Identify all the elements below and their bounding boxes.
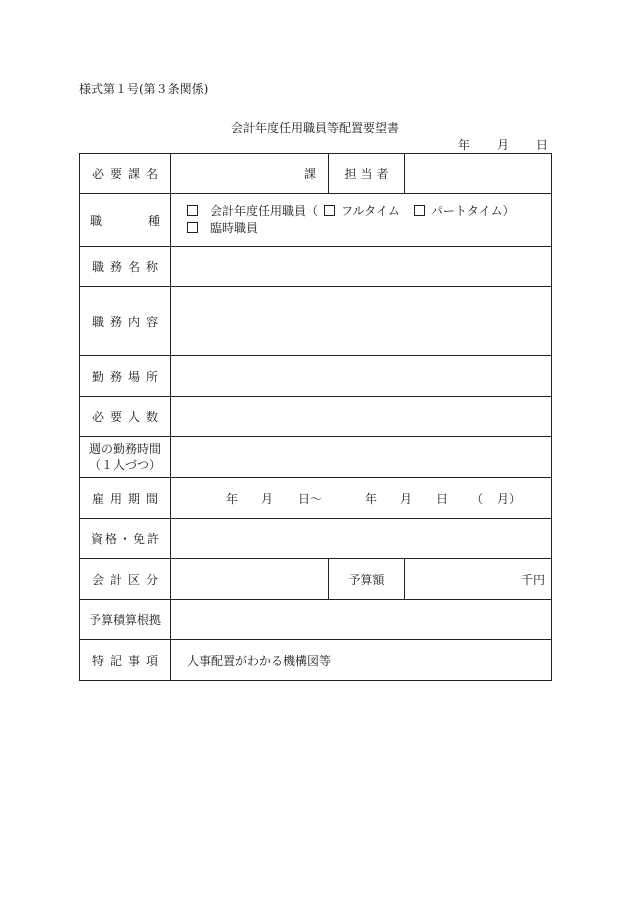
label-job-type: 職 種 bbox=[80, 194, 171, 247]
label-job-content: 職務内容 bbox=[80, 287, 171, 356]
label-account-category: 会計区分 bbox=[80, 559, 171, 600]
special-notes-text: 人事配置がわかる機構図等 bbox=[187, 653, 332, 668]
option-temporary-staff: 臨時職員 bbox=[210, 221, 259, 235]
label-job-name: 職務名称 bbox=[80, 247, 171, 287]
date-month: 月 bbox=[496, 138, 509, 152]
account-category-field[interactable] bbox=[171, 559, 329, 600]
row-job-type bbox=[80, 194, 552, 247]
label-headcount: 必要人数 bbox=[80, 397, 171, 437]
checkbox-temporary-staff[interactable] bbox=[187, 222, 198, 233]
row-qualification bbox=[80, 519, 552, 559]
weekly-hours-field[interactable] bbox=[171, 437, 552, 478]
work-location-field[interactable] bbox=[171, 356, 552, 397]
label-special-notes: 特記事項 bbox=[80, 640, 171, 681]
period-start-month: 月 bbox=[261, 491, 274, 506]
row-headcount bbox=[80, 397, 552, 437]
job-content-field[interactable] bbox=[171, 287, 552, 356]
period-end-year: 年 bbox=[365, 491, 378, 506]
department-suffix: 課 bbox=[303, 167, 316, 181]
label-person-in-charge: 担当者 bbox=[329, 154, 405, 194]
row-special-notes bbox=[80, 640, 552, 681]
document-title: 会計年度任用職員等配置要望書 bbox=[230, 121, 399, 135]
period-months-open: （ bbox=[471, 491, 484, 506]
label-employment-period: 雇用期間 bbox=[80, 478, 171, 519]
date-day: 日 bbox=[535, 138, 548, 152]
row-weekly-hours bbox=[80, 437, 552, 478]
job-type-field bbox=[171, 194, 552, 247]
period-end-day: 日 bbox=[436, 491, 449, 506]
row-employment-period bbox=[80, 478, 552, 519]
label-budget-amount: 予算額 bbox=[329, 559, 405, 600]
period-start-day: 日～ bbox=[298, 491, 323, 506]
person-in-charge-field[interactable] bbox=[405, 154, 552, 194]
row-department bbox=[80, 154, 552, 194]
period-end-month: 月 bbox=[400, 491, 413, 506]
employment-period-field[interactable] bbox=[171, 478, 552, 519]
option-full-time: フルタイム bbox=[341, 204, 400, 218]
row-work-location bbox=[80, 356, 552, 397]
row-account-category bbox=[80, 559, 552, 600]
checkbox-full-time[interactable] bbox=[324, 205, 335, 216]
budget-amount-field[interactable] bbox=[405, 559, 552, 600]
label-weekly-hours: 週の勤務時間 （１人づつ） bbox=[80, 437, 171, 478]
request-form-table bbox=[79, 153, 552, 681]
headcount-field[interactable] bbox=[171, 397, 552, 437]
job-type-line-1: 会計年度任用職員（ フルタイム パートタイム） bbox=[187, 203, 551, 220]
option-fiscal-year-staff: 会計年度任用職員 bbox=[210, 204, 307, 218]
checkbox-part-time[interactable] bbox=[414, 205, 425, 216]
row-budget-basis bbox=[80, 600, 552, 640]
label-work-location: 勤務場所 bbox=[80, 356, 171, 397]
label-qualification: 資格・免許 bbox=[80, 519, 171, 559]
budget-basis-field[interactable] bbox=[171, 600, 552, 640]
form-number: 様式第１号(第３条関係) bbox=[79, 82, 209, 96]
special-notes-field[interactable] bbox=[171, 640, 552, 681]
job-name-field[interactable] bbox=[171, 247, 552, 287]
job-type-line-2 bbox=[187, 220, 551, 237]
row-job-content bbox=[80, 287, 552, 356]
label-department: 必要課名 bbox=[80, 154, 171, 194]
budget-unit: 千円 bbox=[520, 572, 545, 587]
option-part-time: パートタイム bbox=[430, 204, 503, 218]
date-line bbox=[458, 136, 548, 153]
row-job-name bbox=[80, 247, 552, 287]
checkbox-fiscal-year-staff[interactable] bbox=[187, 205, 198, 216]
department-field[interactable] bbox=[171, 154, 329, 194]
period-months-unit: 月） bbox=[497, 491, 522, 506]
date-year: 年 bbox=[458, 138, 471, 152]
label-budget-basis: 予算積算根拠 bbox=[80, 600, 171, 640]
period-start-year: 年 bbox=[226, 491, 239, 506]
qualification-field[interactable] bbox=[171, 519, 552, 559]
